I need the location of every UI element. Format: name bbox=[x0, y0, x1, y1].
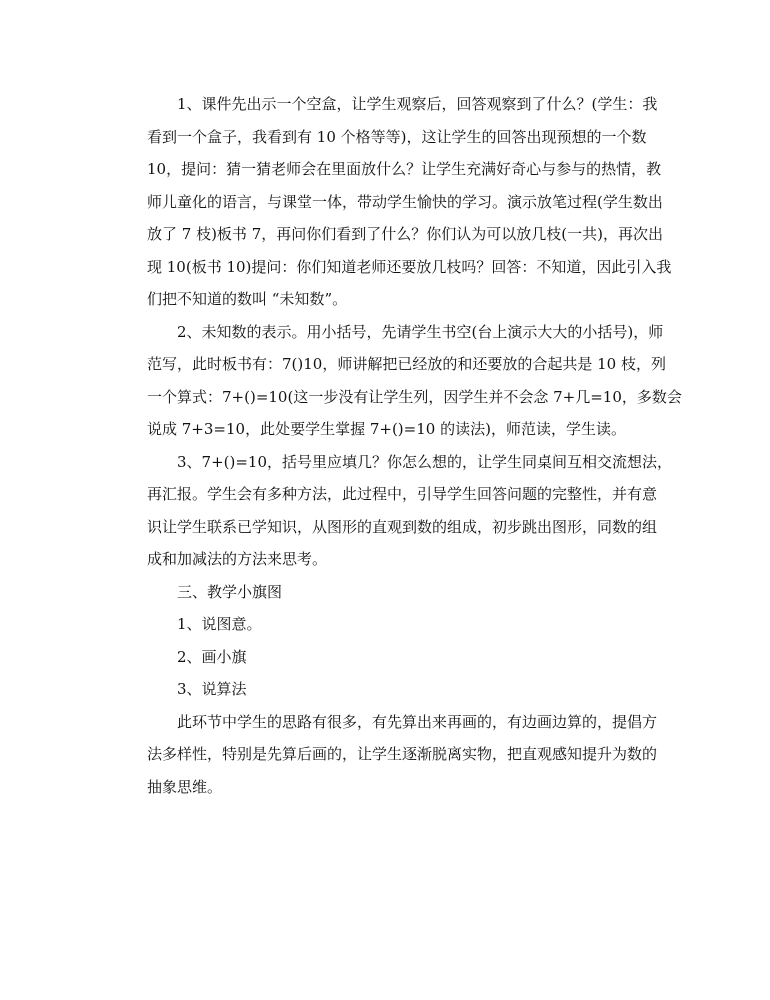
text-line: 此环节中学生的思路有很多，有先算出来再画的，有边画边算的，提倡方 bbox=[177, 712, 658, 731]
text-line: 再汇报。学生会有多种方法，此过程中，引导学生回答问题的完整性，并有意 bbox=[147, 485, 658, 503]
list-item bbox=[117, 608, 657, 641]
text-line: 2、未知数的表示。用小括号，先请学生书空(台上演示大大的小括号)，师 bbox=[177, 322, 664, 341]
text-line: 识让学生联系已学知识，从图形的直观到数的组成，初步跳出图形，同数的组 bbox=[147, 517, 658, 536]
text-line: 说成 7+3=10，此处要学生掌握 7+()=10 的读法)，师范读，学生读。 bbox=[147, 420, 626, 438]
text-line: 师儿童化的语言，与课堂一体，带动学生愉快的学习。演示放笔过程(学生数出 bbox=[147, 192, 663, 211]
list-item bbox=[117, 641, 657, 674]
text-line: 三、教学小旗图 bbox=[177, 582, 283, 601]
paragraph-1 bbox=[117, 88, 672, 316]
text-line: 法多样性，特别是先算后画的，让学生逐渐脱离实物，把直观感知提升为数的 bbox=[147, 745, 658, 763]
text-line: 10，提问：猜一猜老师会在里面放什么？让学生充满好奇心与参与的热情，教 bbox=[147, 160, 662, 178]
list-item bbox=[117, 673, 657, 706]
text-line: 一个算式：7+()=10(这一步没有让学生列，因学生并不会念 7+几=10，多数会 bbox=[147, 387, 682, 406]
text-line: 现 10(板书 10)提问：你们知道老师还要放几枝吗？回答：不知道，因此引入我 bbox=[147, 257, 672, 276]
paragraph-2 bbox=[117, 316, 682, 446]
text-line: 3、7+()=10，括号里应填几？你怎么想的，让学生同桌间互相交流想法， bbox=[177, 452, 673, 471]
text-line: 看到一个盒子，我看到有 10 个格等等)，这让学生的回答出现预想的一个数 bbox=[147, 127, 647, 146]
text-line: 1、说图意。 bbox=[177, 615, 262, 633]
text-line: 2、画小旗 bbox=[177, 647, 247, 666]
text-line: 范写，此时板书有：7()10，师讲解把已经放的和还要放的合起共是 10 枝，列 bbox=[147, 355, 666, 373]
text-line: 放了 7 枝)板书 7，再问你们看到了什么？你们认为可以放几枝(一共)，再次出 bbox=[147, 225, 663, 243]
document-page bbox=[117, 88, 682, 803]
text-line: 们把不知道的数叫 “未知数”。 bbox=[147, 290, 348, 308]
text-line: 成和加减法的方法来思考。 bbox=[147, 550, 328, 568]
paragraph-closing bbox=[117, 706, 657, 804]
section-heading bbox=[117, 576, 657, 609]
text-line: 1、课件先出示一个空盒，让学生观察后，回答观察到了什么？(学生：我 bbox=[177, 95, 658, 113]
paragraph-3 bbox=[117, 446, 673, 576]
text-line: 3、说算法 bbox=[177, 680, 247, 698]
text-line: 抽象思维。 bbox=[147, 777, 223, 796]
